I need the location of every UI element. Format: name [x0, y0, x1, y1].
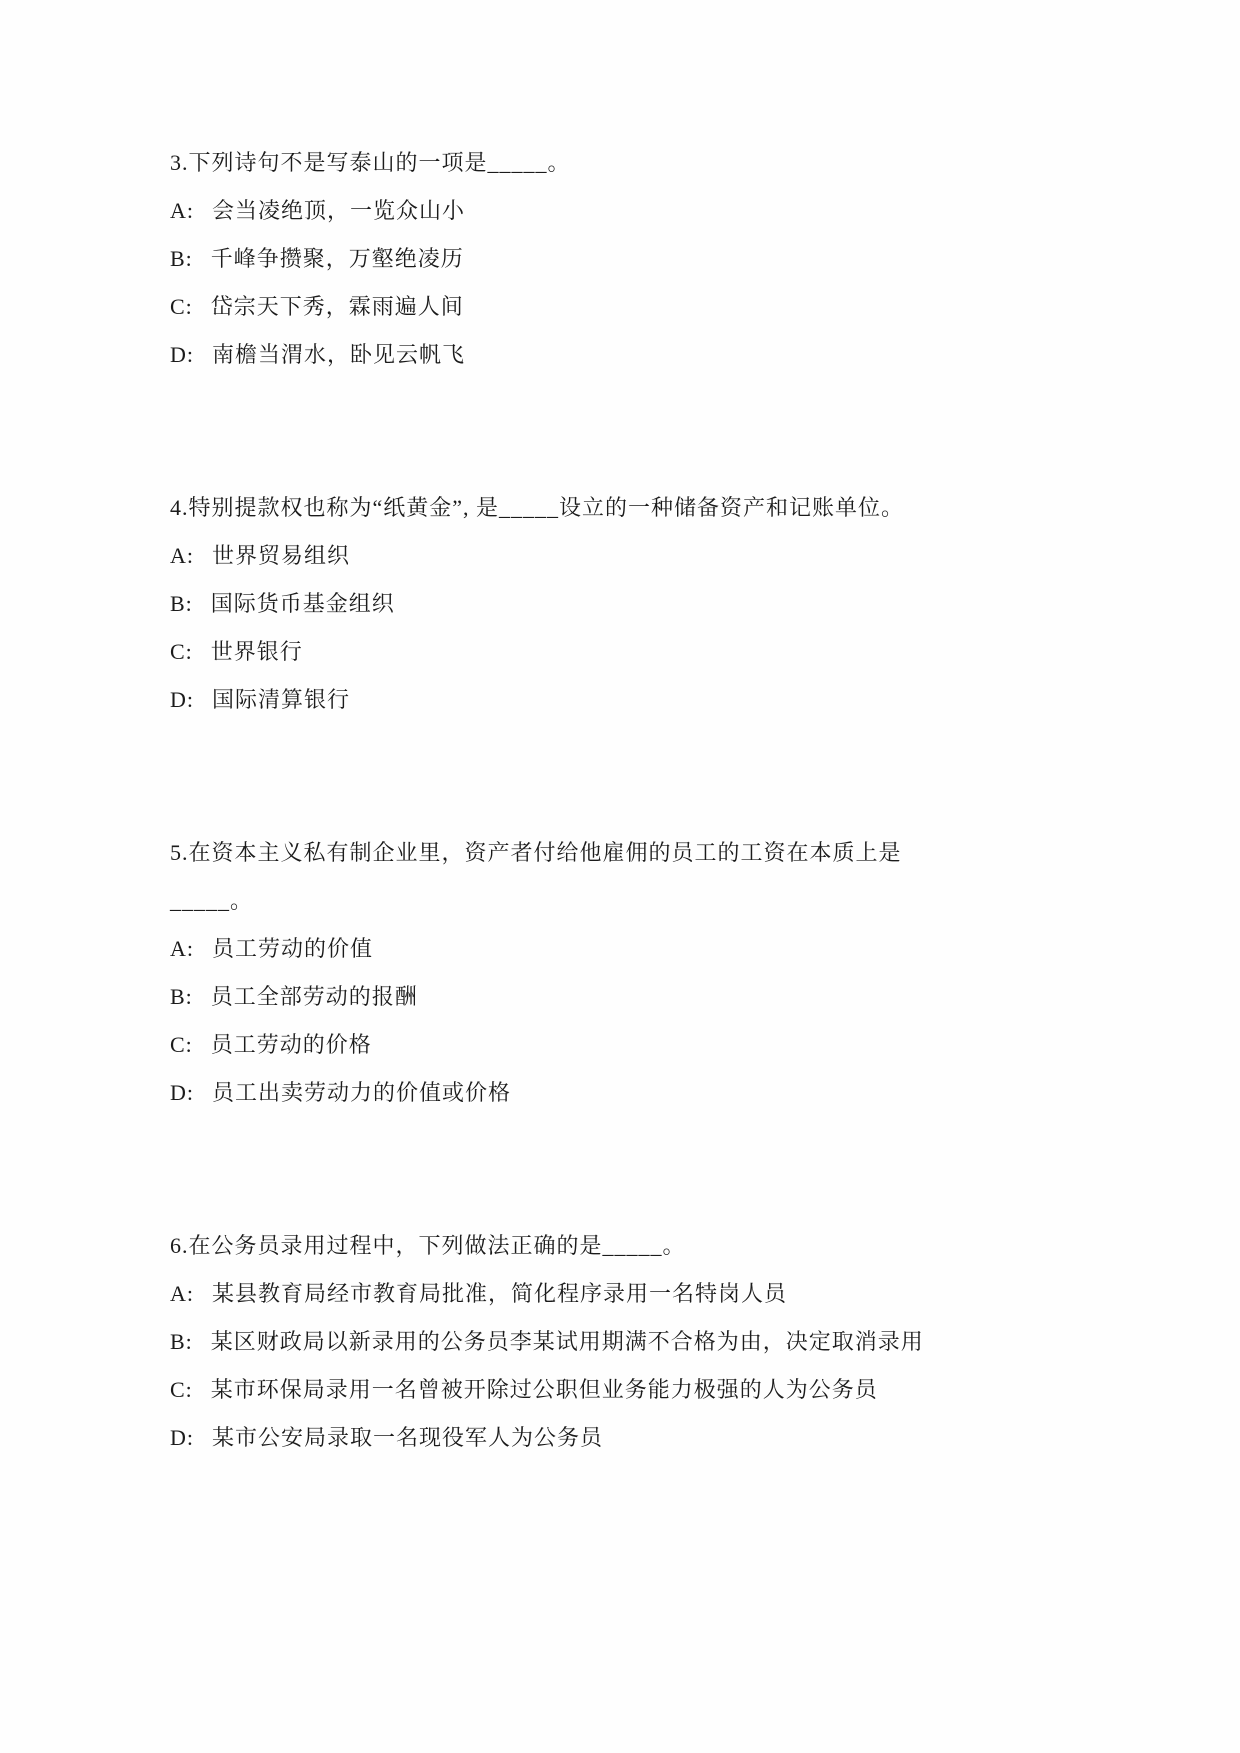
question-block-4: [170, 484, 1180, 724]
option-row: [170, 532, 1180, 580]
option-label: C:: [170, 294, 193, 319]
option-text: 会当凌绝顶，一览众山小: [212, 198, 466, 223]
option-row: [170, 628, 1180, 676]
option-label: D:: [170, 1080, 194, 1105]
option-label: A:: [170, 1281, 194, 1306]
option-text: 员工出卖劳动力的价值或价格: [212, 1080, 512, 1105]
question-stem-continued: _____。: [170, 888, 254, 913]
option-row: [170, 1414, 1180, 1462]
option-row: [170, 1270, 1180, 1318]
option-row: [170, 676, 1180, 724]
option-row: [170, 580, 1180, 628]
option-text: 员工全部劳动的报酬: [210, 984, 418, 1009]
option-label: B:: [170, 984, 193, 1009]
question-stem: 4.特别提款权也称为“纸黄金”, 是_____设立的一种储备资产和记账单位。: [170, 495, 905, 520]
option-label: A:: [170, 198, 194, 223]
option-text: 某市环保局录用一名曾被开除过公职但业务能力极强的人为公务员: [210, 1377, 878, 1402]
option-text: 国际货币基金组织: [210, 591, 395, 616]
question-block-5: [170, 829, 1180, 1117]
option-text: 员工劳动的价格: [210, 1032, 372, 1057]
option-label: A:: [170, 936, 194, 961]
option-row: [170, 1366, 1180, 1414]
option-label: B:: [170, 246, 193, 271]
option-label: D:: [170, 1425, 194, 1450]
option-text: 岱宗天下秀，霖雨遍人间: [210, 294, 464, 319]
option-label: B:: [170, 1329, 193, 1354]
question-stem: 5.在资本主义私有制企业里，资产者付给他雇佣的员工的工资在本质上是: [170, 840, 902, 865]
option-row: [170, 925, 1180, 973]
option-label: C:: [170, 1377, 193, 1402]
option-text: 千峰争攒聚，万壑绝凌历: [210, 246, 464, 271]
option-text: 国际清算银行: [212, 687, 351, 712]
option-row: [170, 331, 1180, 379]
option-text: 某区财政局以新录用的公务员李某试用期满不合格为由，决定取消录用: [210, 1329, 924, 1354]
option-label: C:: [170, 1032, 193, 1057]
question-block-6: [170, 1222, 1180, 1462]
option-label: B:: [170, 591, 193, 616]
question-block-3: [170, 139, 1180, 379]
option-text: 某市公安局录取一名现役军人为公务员: [212, 1425, 604, 1450]
option-text: 世界贸易组织: [212, 543, 351, 568]
option-row: [170, 1021, 1180, 1069]
option-row: [170, 1318, 1180, 1366]
option-text: 南檐当渭水，卧见云帆飞: [212, 342, 466, 367]
option-label: D:: [170, 342, 194, 367]
option-row: [170, 187, 1180, 235]
option-row: [170, 1069, 1180, 1117]
option-text: 某县教育局经市教育局批准，简化程序录用一名特岗人员: [212, 1281, 788, 1306]
question-stem: 6.在公务员录用过程中，下列做法正确的是_____。: [170, 1233, 686, 1258]
option-row: [170, 283, 1180, 331]
option-text: 员工劳动的价值: [212, 936, 374, 961]
option-text: 世界银行: [210, 639, 303, 664]
option-row: [170, 235, 1180, 283]
option-label: D:: [170, 687, 194, 712]
option-row: [170, 973, 1180, 1021]
option-label: A:: [170, 543, 194, 568]
option-label: C:: [170, 639, 193, 664]
question-stem: 3.下列诗句不是写泰山的一项是_____。: [170, 150, 571, 175]
